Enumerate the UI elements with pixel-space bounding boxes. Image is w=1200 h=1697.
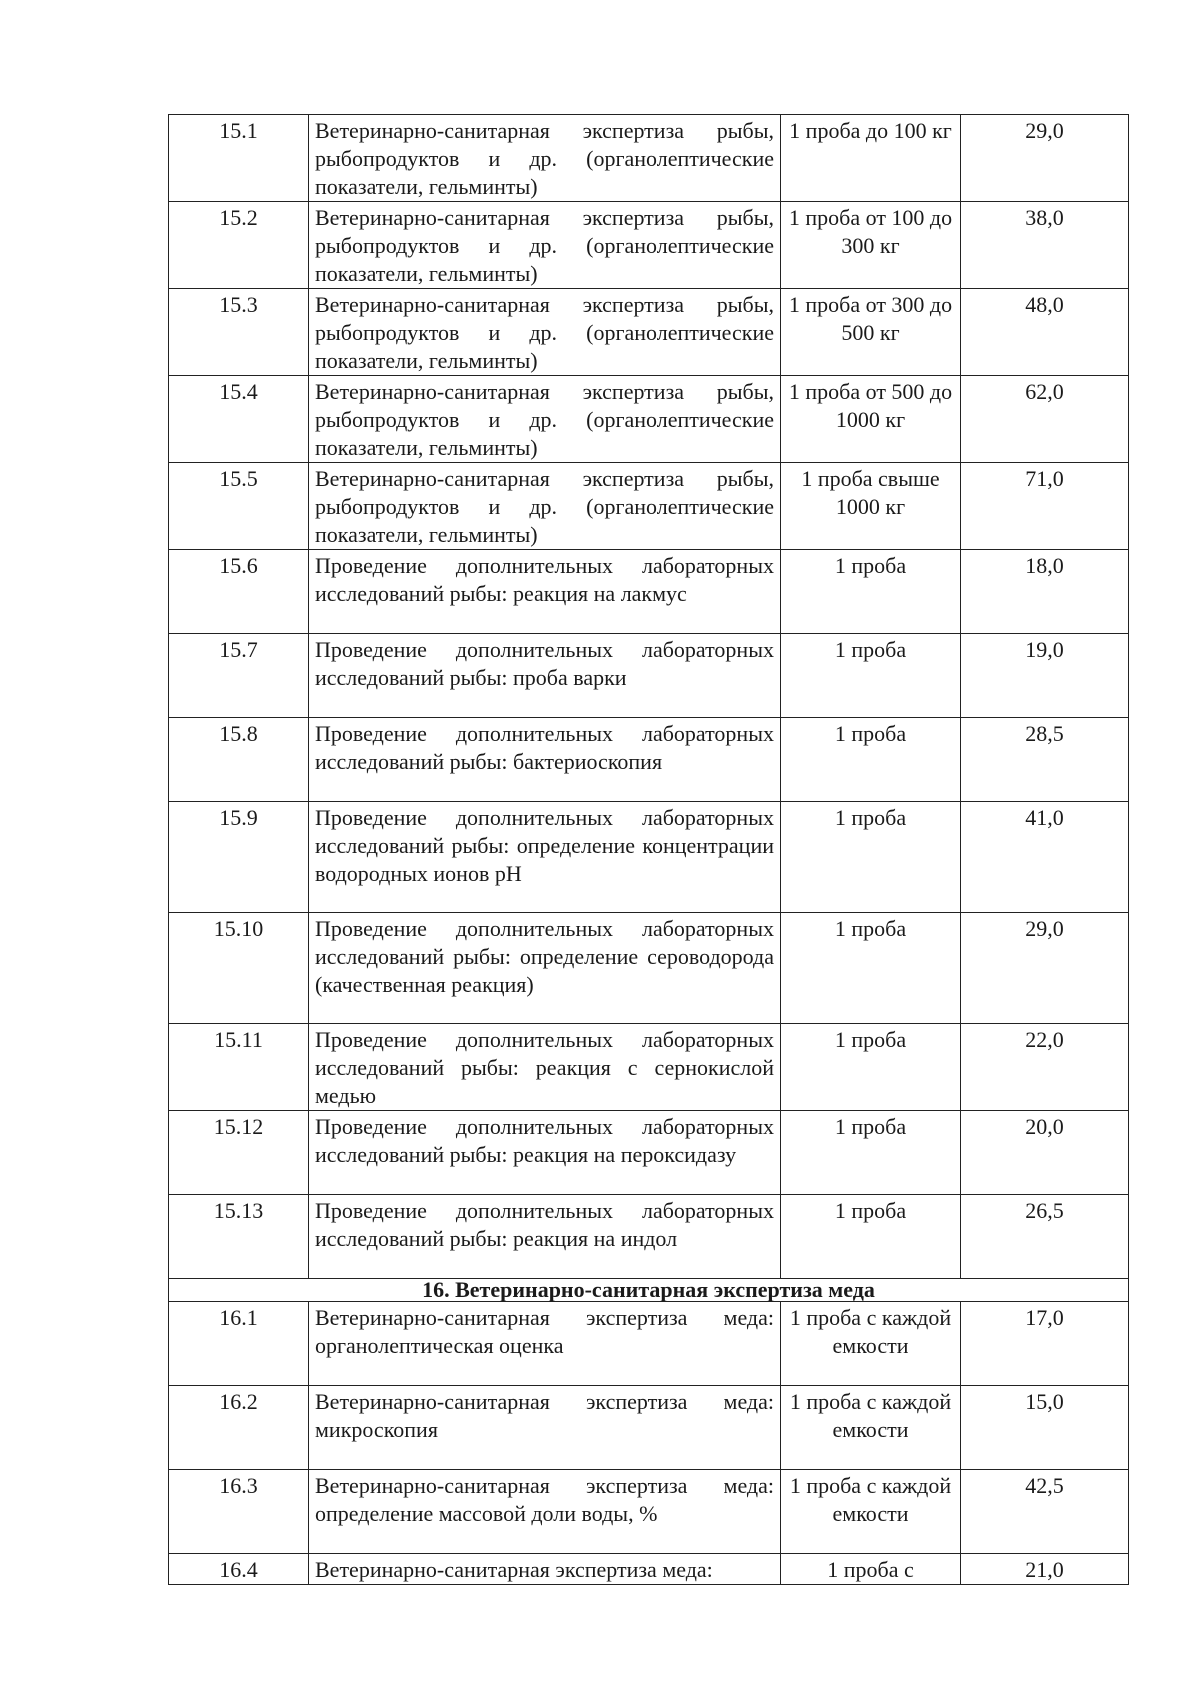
- item-number: 15.5: [169, 463, 309, 550]
- item-description: Ветеринарно-санитарная экспертиза меда: микроскопия: [309, 1386, 781, 1470]
- item-description: Ветеринарно-санитарная экспертиза рыбы, рыбопродуктов и др. (органолептические показатели, гельминты): [309, 202, 781, 289]
- item-number: 16.2: [169, 1386, 309, 1470]
- item-description: Проведение дополнительных лабораторных исследований рыбы: определение сероводорода (качественная реакция): [309, 913, 781, 1024]
- item-unit: 1 проба с каждой емкости: [781, 1470, 961, 1554]
- item-description: Проведение дополнительных лабораторных исследований рыбы: определение концентрации водородных ионов pH: [309, 802, 781, 913]
- table-row: [169, 550, 1129, 634]
- table-row: [169, 1386, 1129, 1470]
- table-row: [169, 718, 1129, 802]
- table-row: [169, 1111, 1129, 1195]
- item-unit: 1 проба: [781, 1024, 961, 1111]
- item-description: Ветеринарно-санитарная экспертиза рыбы, рыбопродуктов и др. (органолептические показатели, гельминты): [309, 289, 781, 376]
- item-price: 42,5: [961, 1470, 1129, 1554]
- item-price: 28,5: [961, 718, 1129, 802]
- item-number: 15.3: [169, 289, 309, 376]
- item-number: 15.2: [169, 202, 309, 289]
- item-price: 26,5: [961, 1195, 1129, 1279]
- table-row: [169, 634, 1129, 718]
- item-number: 16.3: [169, 1470, 309, 1554]
- item-number: 15.11: [169, 1024, 309, 1111]
- table-row: [169, 289, 1129, 376]
- item-number: 15.10: [169, 913, 309, 1024]
- table-row: [169, 1470, 1129, 1554]
- item-price: 29,0: [961, 115, 1129, 202]
- item-description: Ветеринарно-санитарная экспертиза рыбы, рыбопродуктов и др. (органолептические показатели, гельминты): [309, 463, 781, 550]
- item-price: 19,0: [961, 634, 1129, 718]
- item-number: 15.6: [169, 550, 309, 634]
- item-price: 29,0: [961, 913, 1129, 1024]
- item-unit: 1 проба: [781, 550, 961, 634]
- item-price: 15,0: [961, 1386, 1129, 1470]
- item-description: Ветеринарно-санитарная экспертиза меда: органолептическая оценка: [309, 1302, 781, 1386]
- item-price: 17,0: [961, 1302, 1129, 1386]
- table-row: [169, 115, 1129, 202]
- item-unit: 1 проба от 100 до 300 кг: [781, 202, 961, 289]
- table-row: [169, 1024, 1129, 1111]
- table-row: [169, 802, 1129, 913]
- item-price: 71,0: [961, 463, 1129, 550]
- item-unit: 1 проба с каждой емкости: [781, 1386, 961, 1470]
- section-title: 16. Ветеринарно-санитарная экспертиза меда: [169, 1279, 1129, 1302]
- table-row: [169, 1302, 1129, 1386]
- item-number: 15.12: [169, 1111, 309, 1195]
- item-price: 62,0: [961, 376, 1129, 463]
- table-row: [169, 913, 1129, 1024]
- item-price: 21,0: [961, 1554, 1129, 1585]
- section-heading-row: [169, 1279, 1129, 1302]
- table-row: [169, 463, 1129, 550]
- table-row: [169, 1554, 1129, 1585]
- table-row: [169, 376, 1129, 463]
- table-row: [169, 1195, 1129, 1279]
- item-unit: 1 проба: [781, 802, 961, 913]
- item-unit: 1 проба: [781, 1111, 961, 1195]
- item-description: Проведение дополнительных лабораторных исследований рыбы: реакция с сернокислой медью: [309, 1024, 781, 1111]
- item-price: 18,0: [961, 550, 1129, 634]
- item-description: Ветеринарно-санитарная экспертиза меда: определение массовой доли воды, %: [309, 1470, 781, 1554]
- item-price: 41,0: [961, 802, 1129, 913]
- item-description: Ветеринарно-санитарная экспертиза рыбы, рыбопродуктов и др. (органолептические показатели, гельминты): [309, 115, 781, 202]
- item-description: Ветеринарно-санитарная экспертиза рыбы, рыбопродуктов и др. (органолептические показатели, гельминты): [309, 376, 781, 463]
- table-row: [169, 202, 1129, 289]
- item-description: Проведение дополнительных лабораторных исследований рыбы: проба варки: [309, 634, 781, 718]
- item-price: 38,0: [961, 202, 1129, 289]
- item-price: 48,0: [961, 289, 1129, 376]
- item-unit: 1 проба: [781, 913, 961, 1024]
- item-description: Проведение дополнительных лабораторных исследований рыбы: реакция на лакмус: [309, 550, 781, 634]
- item-number: 15.1: [169, 115, 309, 202]
- item-unit: 1 проба свыше 1000 кг: [781, 463, 961, 550]
- item-description: Ветеринарно-санитарная экспертиза меда:: [309, 1554, 781, 1585]
- item-unit: 1 проба до 100 кг: [781, 115, 961, 202]
- item-number: 15.7: [169, 634, 309, 718]
- item-price: 22,0: [961, 1024, 1129, 1111]
- item-unit: 1 проба: [781, 634, 961, 718]
- item-number: 16.4: [169, 1554, 309, 1585]
- item-description: Проведение дополнительных лабораторных исследований рыбы: бактериоскопия: [309, 718, 781, 802]
- item-unit: 1 проба с каждой емкости: [781, 1302, 961, 1386]
- item-unit: 1 проба: [781, 718, 961, 802]
- item-unit: 1 проба: [781, 1195, 961, 1279]
- item-number: 15.8: [169, 718, 309, 802]
- item-number: 16.1: [169, 1302, 309, 1386]
- item-price: 20,0: [961, 1111, 1129, 1195]
- item-unit: 1 проба с: [781, 1554, 961, 1585]
- item-description: Проведение дополнительных лабораторных исследований рыбы: реакция на пероксидазу: [309, 1111, 781, 1195]
- item-unit: 1 проба от 500 до 1000 кг: [781, 376, 961, 463]
- item-number: 15.9: [169, 802, 309, 913]
- price-table: [168, 114, 1129, 1585]
- item-number: 15.13: [169, 1195, 309, 1279]
- item-number: 15.4: [169, 376, 309, 463]
- item-unit: 1 проба от 300 до 500 кг: [781, 289, 961, 376]
- item-description: Проведение дополнительных лабораторных исследований рыбы: реакция на индол: [309, 1195, 781, 1279]
